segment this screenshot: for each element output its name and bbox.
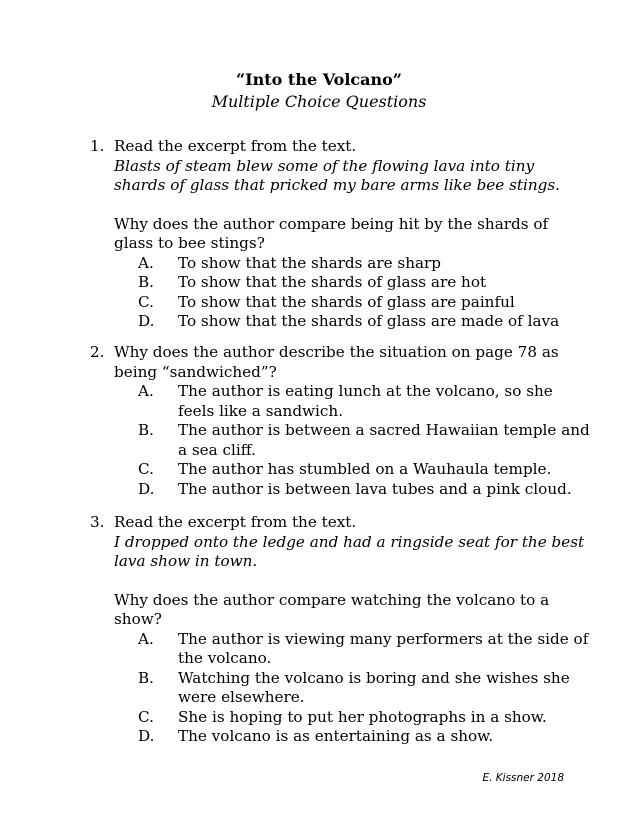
answer-option[interactable] (114, 708, 590, 728)
question-prompt: Why does the author describe the situation on page 78 as being “sandwiched”? (114, 343, 559, 381)
answer-option[interactable] (114, 480, 590, 500)
option-text: To show that the shards of glass are painful (178, 292, 515, 311)
option-letter: B. (138, 273, 154, 291)
question-number: 2. (90, 343, 105, 361)
option-text: The author has stumbled on a Wauhaula temple. (178, 460, 552, 478)
option-letter: D. (138, 312, 155, 330)
option-letter: B. (138, 668, 154, 687)
answer-option[interactable] (114, 727, 590, 747)
answer-option[interactable] (114, 254, 590, 274)
answer-option[interactable] (114, 669, 590, 708)
footer-credit: E. Kissner 2018 (482, 772, 564, 784)
question-number: 3. (90, 513, 105, 531)
answer-option[interactable] (114, 312, 590, 332)
option-text: The author is eating lunch at the volcano, so she feels like a sandwich. (178, 382, 553, 420)
option-text: She is hoping to put her photographs in a show. (178, 707, 547, 726)
option-text: The author is between a sacred Hawaiian temple and a sea cliff. (178, 421, 590, 459)
answer-option[interactable] (114, 293, 590, 313)
question-excerpt: I dropped onto the ledge and had a ringside seat for the best lava show in town. (114, 532, 585, 570)
worksheet-title: “Into the Volcano” (235, 70, 403, 89)
question-1 (90, 137, 590, 332)
answer-options (114, 630, 590, 747)
option-letter: B. (138, 421, 154, 439)
option-letter: A. (138, 382, 154, 400)
answer-options (114, 382, 590, 499)
option-letter: A. (138, 629, 154, 648)
answer-option[interactable] (114, 630, 590, 669)
question-prompt: Why does the author compare watching the volcano to a show? (114, 590, 550, 628)
question-number: 1. (90, 137, 105, 155)
option-letter: C. (138, 292, 154, 311)
option-text: To show that the shards are sharp (178, 253, 442, 272)
option-text: The author is viewing many performers at the side of the volcano. (178, 629, 589, 667)
option-letter: C. (138, 707, 154, 726)
option-letter: C. (138, 460, 154, 478)
question-lead: Read the excerpt from the text. (114, 137, 357, 155)
question-prompt: Why does the author compare being hit by the shards of glass to bee stings? (114, 214, 549, 252)
question-3 (90, 513, 590, 747)
worksheet-subtitle: Multiple Choice Questions (211, 92, 427, 111)
option-letter: D. (138, 479, 155, 498)
option-text: To show that the shards of glass are made of lava (178, 312, 560, 330)
option-text: To show that the shards of glass are hot (178, 273, 487, 291)
option-text: Watching the volcano is boring and she wishes she were elsewhere. (178, 668, 570, 706)
answer-option[interactable] (114, 273, 590, 293)
answer-options (114, 254, 590, 332)
question-lead: Read the excerpt from the text. (114, 513, 357, 531)
answer-option[interactable] (114, 460, 590, 480)
option-text: The author is between lava tubes and a pink cloud. (178, 479, 572, 498)
question-excerpt: Blasts of steam blew some of the flowing lava into tiny shards of glass that pricked my bare arms like bee stings. (114, 156, 560, 194)
question-2 (90, 343, 590, 499)
option-letter: D. (138, 727, 155, 745)
answer-option[interactable] (114, 421, 590, 460)
option-text: The volcano is as entertaining as a show. (178, 727, 494, 745)
option-letter: A. (138, 253, 154, 272)
answer-option[interactable] (114, 382, 590, 421)
